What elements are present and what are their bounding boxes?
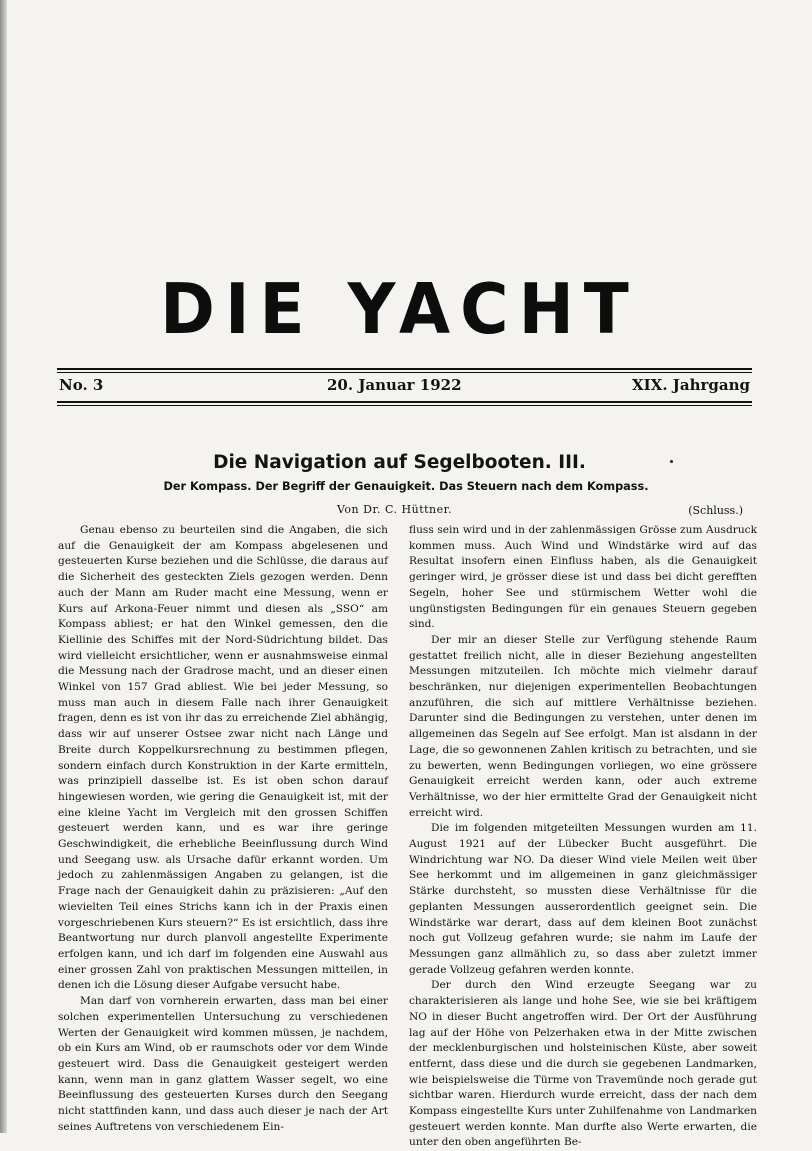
paragraph: Der durch den Wind erzeugte Seegang war zu charakterisieren als lange und hohe See, wie sie bei kräftigem NO in dieser Bucht angetroffen wird. Der Ort der Ausführung lag auf der Höhe von Pelzerhaken etwa in der Mitte zwischen der mecklenburgischen und holsteinischen Küste, aber soweit entfernt, dass diese und die durch sie gegebenen Landmarken, wie beispielsweise die Türme von Travemünde noch gerade gut sichtbar waren. Hierdurch wurde erreicht, dass der nach dem Kompass eingestellte Kurs unter Zuhilfenahme von Landmarken gesteuert werden konnte. Man durfte also Werte erwarten, die unter den oben angeführten Be- xyxy=(409,979,757,1149)
article-byline: Von Dr. C. Hüttner. xyxy=(337,503,453,516)
article-subtitle: Der Kompass. Der Begriff der Genauigkeit. Das Steuern nach dem Kompass. xyxy=(163,480,649,493)
paragraph: Der mir an dieser Stelle zur Verfügung stehende Raum gestattet freilich nicht, alle in dieser Beziehung angestellten Messungen mitzuteilen. Ich möchte mich vielmehr darauf beschränken, nur diejenigen experimentellen Beobachtungen anzuführen, die sich auf mittlere Verhältnisse beziehen. Darunter sind die Bedingungen zu verstehen, unter denen im allgemeinen das Segeln auf See erfolgt. Man ist alsdann in der Lage, die so gewonnenen Zahlen kritisch zu betrachten, und sie zu bewerten, wenn Bedingungen vorliegen, wo eine grössere Genauigkeit erreicht werden kann, oder auch extreme Verhältnisse, wo der hier ermittelte Grad der Genauigkeit nicht erreicht wird. xyxy=(409,633,757,819)
paragraph: Man darf von vornherein erwarten, dass man bei einer solchen experimentellen Untersuchung zu verschiedenen Werten der Genauigkeit wird kommen müssen, je nachdem, ob ein Kurs am Wind, ob er raumschots oder vor dem Winde gesteuert wird. Dass die Genauigkeit gesteigert werden kann, wenn man in ganz glattem Wasser segelt, wo eine Beeinflussung des gesteuerten Kurses durch den Seegang nicht stattfinden kann, und dass auch dieser je nach der Art seines Auftretens von verschiedenem Ein- xyxy=(58,995,388,1133)
page-edge xyxy=(0,0,7,1133)
paragraph: Die im folgenden mitgeteilten Messungen wurden am 11. August 1921 auf der Lübecker Bucht ausgeführt. Die Windrichtung war NO. Da dieser Wind viele Meilen weit über See herkommt und im allgemeinen in ganz gleichmässiger Stärke durchsteht, so mussten diese Verhältnisse für die geplanten Messungen ausserordentlich geeignet sein. Die Windstärke war derart, dass auf dem kleinen Boot zunächst noch gut Vollzeug gefahren wurde; sie nahm im Laufe der Messungen ganz allmählich zu, so dass aber zuletzt immer gerade Vollzeug gefahren werden konnte. xyxy=(409,822,757,976)
header-rule-bottom xyxy=(57,401,752,406)
paragraph: Genau ebenso zu beurteilen sind die Angaben, die sich auf die Genauigkeit der am Kompass abgelesenen und gesteuerten Kurse beziehen und die Schlüsse, die daraus auf die Sicherheit des gesteckten Ziels gezogen werden. Denn auch der Mann am Ruder macht eine Messung, wenn er Kurs auf Arkona-Feuer nimmt und diesen als „SSO“ am Kompass abliest; er hat den Winkel gemessen, den die Kiellinie des Schiffes mit der Nord-Südrichtung bildet. Das wird vielleicht ersichtlicher, wenn er ausnahmsweise einmal die Messung nach der Gradrose macht, und an dieser einen Winkel von 157 Grad abliest. Wie bei jeder Messung, so muss man auch in diesem Falle nach ihrer Genauigkeit fragen, denn es ist von ihr das zu erreichende Ziel abhängig, dass wir auf unserer Ostsee zwar nicht nach Länge und Breite durch Koppelkursrechnung zu bestimmen pflegen, sondern einfach durch Konstruktion in der Karte ermitteln, was prinzipiell dasselbe ist. Es ist oben schon darauf hingewiesen worden, wie gering die Genauigkeit ist, mit der eine kleine Yacht im Vergleich mit den grossen Schiffen gesteuert werden kann, und es war ihre geringe Geschwindigkeit, die erhebliche Beeinflussung durch Wind und Seegang usw. als Ursache dafür erkannt worden. Um jedoch zu zahlenmässigen Angaben zu gelangen, ist die Frage nach der Genauigkeit dahin zu präzisieren: „Auf den wievielten Teil eines Strichs kann ich in der Praxis einen vorgeschriebenen Kurs steuern?“ Es ist ersichtlich, dass ihre Beantwortung nur durch planvoll angestellte Experimente erfolgen kann, und ich darf im folgenden eine Auswahl aus einer grossen Zahl von praktischen Messungen mitteilen, in denen ich die Lösung dieser Aufgabe versucht habe. xyxy=(58,524,388,992)
article-part-note: (Schluss.) xyxy=(688,504,743,517)
paragraph-continuation: fluss sein wird und in der zahlenmässigen Grösse zum Ausdruck kommen muss. Auch Wind und Windstärke wird auf das Resultat insofern einen Einfluss haben, als die Genauigkeit geringer wird, je grösser diese ist und dass bei dicht gerefften Segeln, hoher See und stürmischem Wetter wohl die ungünstigsten Bedingungen für ein genaues Steuern gegeben sind. xyxy=(409,524,757,631)
issue-volume: XIX. Jahrgang xyxy=(632,376,750,394)
issue-date: 20. Januar 1922 xyxy=(327,376,462,394)
issue-info-line xyxy=(57,376,752,398)
article-column-left xyxy=(58,523,388,1133)
header-rule-top xyxy=(57,368,752,373)
magazine-masthead: DIE YACHT xyxy=(160,269,639,350)
issue-number: No. 3 xyxy=(59,376,104,394)
article-title: Die Navigation auf Segelbooten. III. xyxy=(213,452,586,473)
print-speck xyxy=(670,460,673,463)
article-column-right xyxy=(409,523,757,1149)
